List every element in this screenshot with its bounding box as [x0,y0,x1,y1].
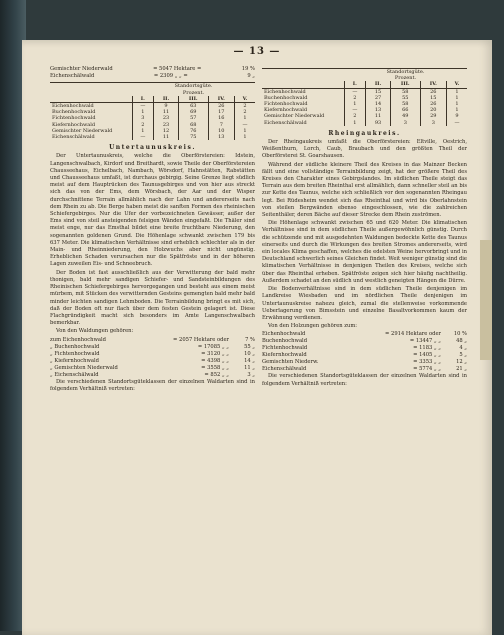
table-cell: 17 [208,109,234,115]
table-cell: 1 [344,120,366,126]
table-cell: 1 [243,127,247,134]
list-value: = 1405 „ „ [413,352,441,359]
table-body [50,103,255,141]
row-label: Eichenschälwald [50,134,132,140]
row-label: Buchenhochwald [50,109,132,115]
table-cell: 1 [344,101,366,107]
row-label: Eichenhochwald [50,103,132,110]
table-cell: 2 [243,109,247,116]
table-cell: 15 [366,88,391,95]
table-caption: Standortsgüte. [132,83,255,90]
forest-list-left [50,337,255,379]
summary-line [50,66,255,73]
list-name: „ Eichenschälwald [50,371,99,378]
list-item [262,359,467,366]
table-header: IV. [208,96,234,103]
list-value: = 4398 „ „ [201,357,229,364]
list-name: Kiefernhochwald [262,352,307,359]
list-pct: 5 „ [459,352,467,359]
paragraph: Von den Waldungen gehören: [56,328,134,335]
table-header: I. [344,81,366,88]
standortsguete-table-right [262,68,467,126]
row-label: Gemischter Niederwald [50,128,132,134]
table-row [50,134,255,140]
list-name: „ Buchenhochwald [50,343,100,350]
paragraph: Von den Holzungen gehören zum: [268,323,357,330]
table-cell: 66 [390,107,420,113]
list-pct: 11 „ [244,364,255,371]
list-pct: 3 „ [247,371,255,378]
list-item [50,365,255,372]
list-name: Eichenhochwald [262,331,306,338]
table-row [262,120,467,126]
summary-value: = 2309 „ „ = [153,73,188,80]
list-value: = 852 „ „ [204,371,229,378]
table-cell: 1 [455,101,459,108]
table-cell: 93 [366,120,391,126]
table-header: II. [154,96,179,103]
table-cell: 9 [455,113,459,120]
paragraph: Die Bodenverhältnisse sind in dem südlichen Theile denjenigen im Landkreise Wiesbaden und im nördlichen Theile denjenigen im Untertaunuskreise nahezu gleich, zumal die stellenweise vorkommende Ueberlagerung von Bimsstein und einzelne Basaltvorkommen kaum der Erwähnung verdienen. [262,286,467,321]
table-cell: 26 [208,103,234,110]
list-name: zum Eichenhochwald [50,336,106,343]
table-cell: 23 [154,115,179,121]
list-name: „ Gemischten Niederwald [50,364,118,371]
table-header: IV. [420,81,446,88]
table-row [262,88,467,95]
table-cell: — [132,103,154,110]
list-value: = 3558 „ „ [201,364,229,371]
closing-paragraph: Die verschiedenen Standortsgüteklassen der einzelnen Waldarten sind in folgendem Verhältniß vertreten: [262,373,467,387]
row-label: Kiefernhochwald [50,122,132,128]
table-cell: 68 [178,122,208,128]
book-page [22,40,492,635]
summary-value: = 5047 Hektare = [153,66,202,72]
table-cell: 3 [420,120,446,126]
closing-paragraph: Die verschiedenen Standortsgüteklassen der einzelnen Waldarten sind in folgendem Verhältniß vertreten: [50,378,255,392]
list-pct: 7 % [245,336,255,343]
list-name: Fichtenhochwald [262,345,308,352]
list-item [50,358,255,365]
paragraph: Der Rheingaukreis umfaßt die Oberförstereien: Eltville, Oestrich, Weißenthurn, Lorch, Caub, Braubach und den größten Theil der Oberförsterei St. Goarshausen. [262,139,467,160]
table-cell: 23 [154,122,179,128]
summary-pct: 9 „ [247,73,255,80]
table-cell: 58 [390,88,420,95]
table-cell: 15 [420,95,446,101]
list-name: Eichenschälwald [262,366,307,373]
row-label: Fichtenhochwald [50,115,132,121]
table-cell: 76 [178,128,208,134]
table-cell: 1 [132,128,154,134]
row-label: Buchenhochwald [262,95,344,101]
list-value: = 2057 Hektare oder [173,336,229,343]
list-pct: 48 „ [456,338,467,345]
list-item [50,372,255,379]
paragraph: Der Untertaunuskreis, welche die Oberförstereien: Idstein, Langenschwalbach, Kirdorf und Breithardt, sowie Theile der Oberförstereien Chausseehaus, Eichelbach, Nambach, Wörsdorf, Hahnstätten, Rabstätten und Chausseehaus umfaßt, ist durchaus gebirgig. Seine Grenze liegt südlich meist auf dem Hauptrücken des Taunusgebirges und von hier aus streckt sich das von der Ems, dem Wörsbach, der Aar und der Wisper durchschnittene Terrain allmählich nach der Lahn und andererseits nach dem Rhein zu ab. Die Berge haben meist die sanften Formen des rheinischen Schiefergebirges. Nur die Ufer der vorbezeichneten Gewässer, außer der Ems sind von steil ansteigenden felsigen Wänden eingefaßt. Die Thäler sind meist enge, nur das Emsthal bildet eine breite fruchtbare Niederung, den sogenannten goldenen Grund. Die Höhenlage schwankt zwischen 179 bis 637 Meter. Die klimatischen Verhältnisse sind erheblich schlechter als in der Main- und Rheinniederung, den Holzwuchs aber nicht ungünstig. Erheblichen Schaden verursachen nur die Spätfröste und in der höheren Lagen zuweilen Eis- und Schneebruch. [50,153,255,268]
table-cell: 11 [366,113,391,119]
list-pct: 21 „ [456,366,467,373]
table-cell: 1 [132,109,154,115]
row-label: Fichtenhochwald [262,101,344,107]
list-pct: 55 „ [244,343,255,350]
left-summary [50,66,255,80]
table-cell: 2 [243,103,247,110]
table-cell: 1 [455,94,459,101]
summary-pct: 19 % [241,66,255,72]
paragraph: Die Höhenlage schwankt zwischen 65 und 620 Meter. Die klimatischen Verhältnisse sind in dem südlichen Theile außergewöhnlich günstig. Durch die schützende und mit ausgedehnten Waldungen bedeckte Kette des Taunus einerseits und durch die Wirkungen des breiten Stromes andererseits, wird ein locales Klima geschaffen, welches die edelsten Weine hervorbringt und in Deutschland schwerlich seines Gleichen findet. Weit weniger günstig sind die klimatischen Verhältnisse in denjenigen Theilen des Kreises, welche sich über das Rheinthal erheben. Spätfröste zeigen sich hier häufig nachtheilig. Außerdem schadet an den südlich und westlich geneigten Hängen die Dürre. [262,220,467,284]
list-value: = 1183 „ „ [413,345,441,352]
table-cell: 75 [178,134,208,140]
row-label: Gemischter Niederwald [262,113,344,119]
table-cell: 55 [390,95,420,101]
standortsguete-table-left [50,82,255,140]
left-column [50,66,255,394]
list-pct: 12 „ [456,359,467,366]
table-header: V. [234,96,255,103]
table-cell: 20 [420,107,446,113]
table-caption: Standortsgüte. [344,69,467,76]
list-value: = 3120 „ „ [201,350,229,357]
list-name: „ Kiefernhochwald [50,357,99,364]
list-pct: 10 „ [244,350,255,357]
table-cell: 2 [344,95,366,101]
summary-line [50,73,255,80]
table-cell: 10 [208,128,234,134]
table-cell: 49 [390,113,420,119]
list-value: = 17085 „ „ [197,343,229,350]
list-item [262,352,467,359]
summary-label: Gemischter Niederwald [50,66,113,72]
table-cell: 9 [154,103,179,110]
table-cell: 26 [420,88,446,95]
table-body [262,88,467,126]
list-item [262,366,467,373]
table-blank-cell [262,69,344,76]
paragraph: Während der südliche kleinere Theil des Kreises in das Mainzer Becken fällt und eine vollständige Terrainbildung zeigt, hat der größere Theil des Kreises den Charakter eines Gebirgslandes. Im südlichen Theile steigt das Terrain aus dem breiten Rheinthal erst allmählich, dann schneller steil an bis zur Kette des Taunus, welche sich schließlich vor den sogenannten Rheingau legt. Bei Rüdesheim wendet sich das Rheinthal und wird bis Oberlahnstein von steilen Bergwänden ebenso eingeschlossen, wie die zahlreichen Seitenthäler, deren Bäche auf dieser Strecke dem Rhein zuströmen. [262,161,467,219]
table-subcaption: Prozent. [182,89,205,96]
table-cell: 69 [178,109,208,115]
list-name: Buchenhochwald [262,338,308,345]
table-cell: 3 [132,115,154,121]
table-cell: 57 [178,115,208,121]
table-cell: 12 [154,128,179,134]
section-title-untertaunus: Untertaunuskreis. [109,144,196,152]
list-value: = 3353 „ „ [413,359,441,366]
table-cell: 29 [420,113,446,119]
page-number: — 13 — [233,46,281,57]
row-label: Eichenschälwald [262,120,344,126]
table-cell: — [344,88,366,95]
table-cell: — [132,134,154,140]
table-cell: 1 [455,88,459,95]
table-header: III. [390,81,420,88]
table-cell: 7 [208,122,234,128]
list-item [50,351,255,358]
table-cell: 58 [390,101,420,107]
row-label: Eichenhochwald [262,88,344,95]
list-value: = 13447 „ „ [409,338,441,345]
paragraph: Der Boden ist fast ausschließlich aus der Verwitterung der bald mehr thonigen, bald mehr sandigen Schiefer- und Sandsteinbildungen des Rheinischen Schiefergebirges hervorgegangen und besteht aus einem meist mürbem, mit Stücken des verwitternden Gesteins gemengten bald mehr bald minder leichten sandigen Lehmboden. Die Terrainbildung bringt es mit sich, daß der Boden oft nur flach über dem festen Gestein gelagert ist. Diese Flachgründigkeit macht sich besonders im Amte Langenschwalbach bemerkbar. [50,269,255,327]
list-item [262,338,467,345]
table-cell: 1 [455,107,459,114]
list-item [50,344,255,351]
page-edge-tab [480,240,492,360]
table-header-blank [262,81,344,88]
row-label: Kiefernhochwald [262,107,344,113]
table-row [50,103,255,110]
table-cell: 1 [243,115,247,122]
table-subcaption: Prozent. [394,75,417,82]
table-cell: 14 [366,101,391,107]
table-header: I. [132,96,154,103]
list-item [262,331,467,338]
table-header-blank [50,96,132,103]
table-header: III. [178,96,208,103]
list-value: = 5774 „ „ [413,366,441,373]
list-value: = 2914 Hektare oder [385,331,441,338]
table-cell: 13 [208,134,234,140]
section-title-rheingau: Rheingaukreis. [328,129,401,137]
table-cell: 63 [178,103,208,110]
list-item [262,345,467,352]
list-name: Gemischten Niederw. [262,359,319,366]
list-pct: 10 % [453,331,467,338]
table-cell: 26 [420,101,446,107]
forest-list-right [262,331,467,373]
table-cell: 16 [208,115,234,121]
table-cell: 11 [154,109,179,115]
table-blank-cell [50,83,132,90]
list-pct: 4 „ [459,345,467,352]
table-cell: — [454,119,460,126]
list-item [50,337,255,344]
table-header: V. [446,81,467,88]
table-header: II. [366,81,391,88]
table-cell: 13 [366,107,391,113]
right-column [262,66,467,389]
list-pct: 14 „ [244,357,255,364]
table-cell: — [242,121,248,128]
table-cell: 27 [366,95,391,101]
table-cell: 2 [132,122,154,128]
table-cell: 2 [344,113,366,119]
table-cell: 11 [154,134,179,140]
table-cell: 1 [243,134,247,141]
list-name: „ Fichtenhochwald [50,350,100,357]
summary-label: Eichenschälwald [50,73,95,80]
table-cell: — [344,107,366,113]
table-cell: 3 [390,120,420,126]
